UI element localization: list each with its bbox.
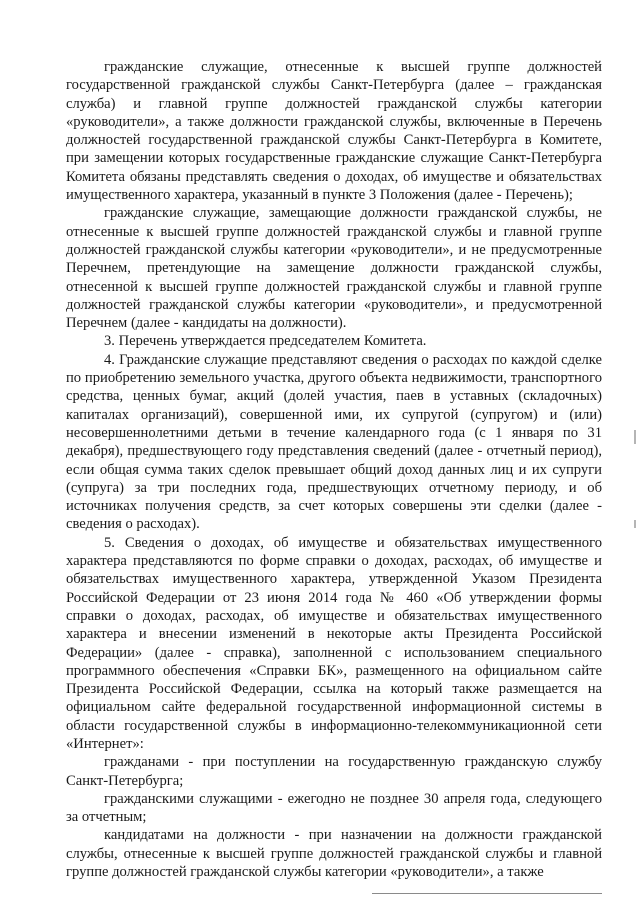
scan-artifact-mark [634,520,636,528]
paragraph-candidates-appointment: кандидатами на должности - при назначении на должности гражданской службы, отнесенные к высшей группе должностей гражданской службы и главной группе должностей гражданской службы категории «руководители», а также [66,827,602,881]
paragraph-item-3: 3. Перечень утверждается председателем Комитета. [104,333,427,350]
document-page [66,58,602,881]
paragraph-citizens: гражданами - при поступлении на государственную гражданскую службу Санкт-Петербурга; [66,754,602,789]
paragraph-civil-servants-annually: гражданскими служащими - ежегодно не позднее 30 апреля года, следующего за отчетным; [66,790,602,826]
scan-artifact-mark [634,430,636,444]
page-bottom-rule [372,893,602,894]
paragraph-item-5: 5. Сведения о доходах, об имуществе и обязательствах имущественного характера представляются по форме справки о доходах, расходах, об имуществе и обязательствах имущественного характера, утвержденной Указом Президента Российской Федерации от 23 июня 2014 года № 460 «Об утверждении формы справки о доходах, расходах, об имуществе и обязательствах имущественного характера и внесении изменений в некоторые акты Президента Российской Федерации» (далее - справка), заполненной с использованием специального программного обеспечения «Справки БК», размещенного на официальном сайте Президента Российской Федерации, ссылка на который также размещается на официальном сайте федеральной государственной информационной системы в области государственной службы в информационно-телекоммуникационной сети «Интернет»: [66,534,602,752]
paragraph-candidates-for-positions: гражданские служащие, замещающие должности гражданской службы, не отнесенные к высшей группе должностей гражданской службы и главной группе должностей гражданской службы категории «руководители», и не предусмотренные Перечнем, претендующие на замещение должности гражданской службы, отнесенной к высшей группе должностей гражданской службы и главной группе должностей гражданской службы категории «руководители», и предусмотренной Перечнем (далее - кандидаты на должности). [66,205,602,332]
paragraph-item-4: 4. Гражданские служащие представляют сведения о расходах по каждой сделке по приобретению земельного участка, другого объекта недвижимости, транспортного средства, ценных бумаг, акций (долей участия, паев в уставных (складочных) капиталах организаций), совершенной ими, их супругой (супругом) и (или) несовершеннолетними детьми в течение календарного года (с 1 января по 31 декабря), предшествующего году представления сведений (далее - отчетный период), если общая сумма таких сделок превышает общий доход данных лиц и их супруги (супруга) за три последних года, предшествующих отчетному периоду, и об источниках получения средств, за счет которых совершены эти сделки (далее - сведения о расходах). [66,351,602,533]
paragraph-civil-servants-higher-group: гражданские служащие, отнесенные к высшей группе должностей государственной гражданской службы Санкт-Петербурга (далее – гражданская служба) и главной группе должностей гражданской службы категории «руководители», а также должности гражданской службы, включенные в Перечень должностей государственной гражданской службы Санкт-Петербурга в Комитете, при замещении которых государственные гражданские служащие Санкт-Петербурга Комитета обязаны представлять сведения о доходах, об имуществе и обязательствах имущественного характера, указанный в пункте 3 Положения (далее - Перечень); [66,59,602,204]
